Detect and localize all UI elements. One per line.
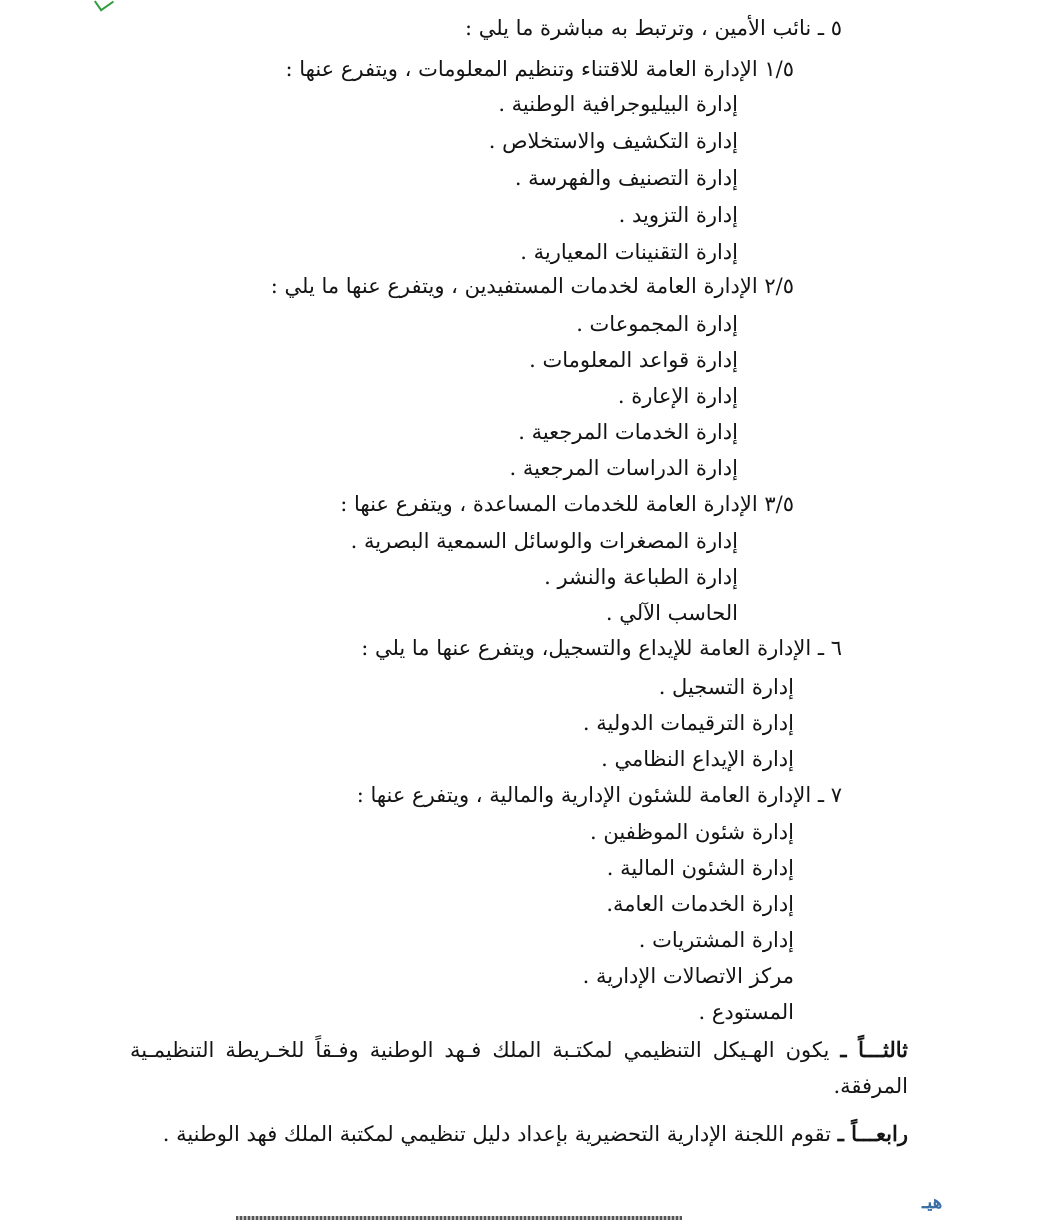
list-item: إدارة شئون الموظفين . — [590, 820, 794, 844]
list-item: إدارة المصغرات والوسائل السمعية البصرية . — [350, 529, 738, 553]
clause-fourth — [163, 1120, 908, 1148]
list-item: إدارة التسجيل . — [658, 675, 794, 699]
list-item: إدارة البيليوجرافية الوطنية . — [498, 92, 738, 116]
section-5-1-title: ١/٥ الإدارة العامة للاقتناء وتنظيم المعلومات ، ويتفرع عنها : — [285, 57, 794, 81]
list-item: الحاسب الآلي . — [605, 601, 738, 625]
list-item: إدارة الترقيمات الدولية . — [582, 711, 794, 735]
section-5-3-title: ٣/٥ الإدارة العامة للخدمات المساعدة ، ويتفرع عنها : — [340, 492, 794, 516]
clause-fourth-label: رابعـــاً ـ — [837, 1121, 908, 1146]
list-item: إدارة الإيداع النظامي . — [601, 747, 794, 771]
list-item: إدارة المجموعات . — [576, 312, 738, 336]
list-item: إدارة الشئون المالية . — [606, 856, 794, 880]
section-7-heading: ٧ ـ الإدارة العامة للشئون الإدارية والمالية ، ويتفرع عنها : — [356, 783, 842, 807]
list-item: إدارة الدراسات المرجعية . — [509, 456, 738, 480]
check-mark-icon — [94, 0, 114, 12]
list-item: إدارة قواعد المعلومات . — [529, 348, 738, 372]
list-item: إدارة التصنيف والفهرسة . — [514, 166, 738, 190]
clause-third-text: يكون الهـيكل التنظيمي لمكتـبة الملك فـهد الوطنية وفـقاً للخـريطة التنظيمـية المرفقة. — [130, 1038, 908, 1098]
list-item: إدارة الإعارة . — [617, 384, 738, 408]
list-item: إدارة التقنينات المعيارية . — [520, 240, 738, 264]
clause-fourth-text: تقوم اللجنة الإدارية التحضيرية بإعداد دليل تنظيمي لمكتبة الملك فهد الوطنية . — [162, 1122, 832, 1146]
list-item: المستودع . — [698, 1000, 794, 1024]
section-6-heading: ٦ ـ الإدارة العامة للإيداع والتسجيل، ويتفرع عنها ما يلي : — [361, 636, 842, 660]
clause-third — [130, 1032, 908, 1104]
list-item: إدارة المشتريات . — [638, 928, 794, 952]
list-item: إدارة التزويد . — [618, 203, 738, 227]
section-5-heading: ٥ ـ نائب الأمين ، وترتبط به مباشرة ما يلي : — [464, 16, 842, 40]
list-item: إدارة التكشيف والاستخلاص . — [488, 129, 738, 153]
list-item: مركز الاتصالات الإدارية . — [582, 964, 794, 988]
list-item: إدارة الخدمات المرجعية . — [518, 420, 738, 444]
list-item: إدارة الخدمات العامة. — [606, 892, 794, 916]
footer-mark: هيـ — [922, 1192, 943, 1213]
bottom-rule — [236, 1216, 682, 1220]
clause-third-label: ثالثـــاً ـ — [840, 1037, 908, 1062]
list-item: إدارة الطباعة والنشر . — [544, 565, 738, 589]
section-5-2-title: ٢/٥ الإدارة العامة لخدمات المستفيدين ، ويتفرع عنها ما يلي : — [270, 274, 794, 298]
